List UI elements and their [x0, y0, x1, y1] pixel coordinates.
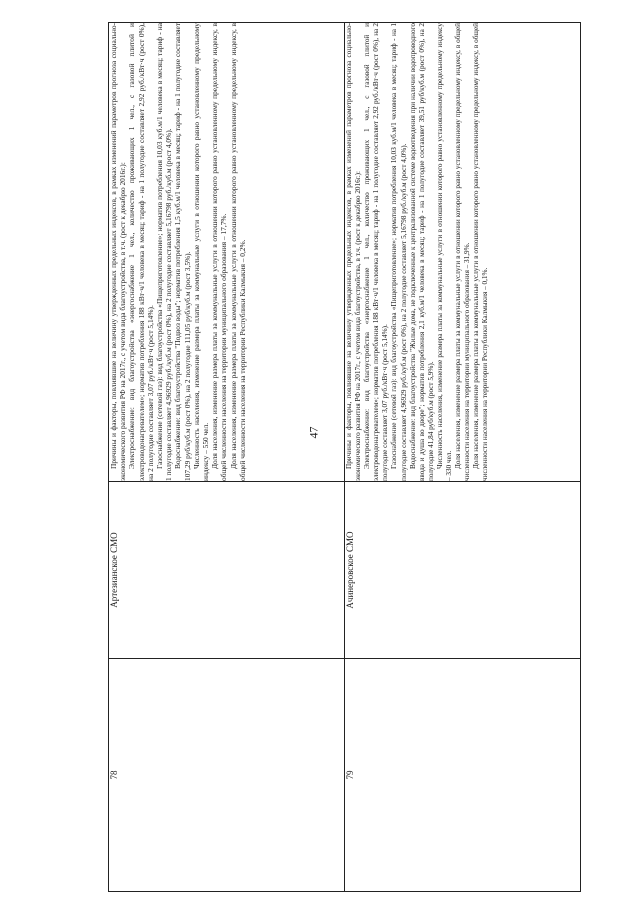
paragraph: Доля населения, изменение размера платы за коммунальные услуги в отношении которого равно установленному предельному индексу, в общей численности населения на территории Республики Калмыкия – 0,2%.: [228, 23, 247, 481]
description-cell: [109, 23, 345, 482]
paragraph: Электроснабжение: вид благоустройства «энергоснабжение 1 чел., количество проживающих 1 чел., с газовой плитой и электроводонагревателем»; норматив потребления 188 кВт·ч/1 человека в месяц; тариф - на 1 полугодие составляет 2,92 руб./кВт·ч (рост 0%), на 2 полугодие составляет 3,07 руб./кВт·ч (рост 5,14%).: [363, 23, 390, 481]
paragraph: Доля населения, изменение размера платы за коммунальные услуги в отношении которого равно установленному предельному индексу, в общей численности населения на территории муниципального образования – 31,9%.: [454, 23, 472, 481]
paragraph: Численность населения, изменение размера платы за коммунальные услуги в отношении которого равно установленному предельному индексу – 330 чел.: [435, 23, 454, 481]
paragraph: Газоснабжение (сетевой газ): вид благоустройства «Пищеприготовление»; норматив потребления 10,03 куб.м/1 человека в месяц; тариф - на 1 полугодие составляет 4,96929 руб./куб.м (рост 0%), на 2 полугодие составляет 5,16798 руб./куб.м (рост 4,0%).: [155, 23, 174, 481]
municipality-name: Артезианское СМО: [109, 482, 345, 659]
page-number: 47: [306, 426, 321, 439]
municipality-name: Ачинеровское СМО: [345, 482, 581, 659]
row-number: 79: [345, 659, 581, 892]
paragraph: Водоснабжение: вид благоустройства "Подвоз воды"; норматив потребления 1,5 куб.м/1 человека в месяц; тариф - на 1 полугодие составляет 107,29 руб/куб.м (рост 0%), на 2 полугодие 111,05 руб/куб.м (рост 3,5%).: [173, 23, 192, 481]
paragraph: Численность населения, изменение размера платы за коммунальные услуги в отношении которого равно установленному предельному индексу – 550 чел.: [191, 23, 211, 481]
paragraph: Водоснабжение: вид благоустройства "Жилые дома, не подключенные к централизованной системе водоотведения при наличии водопроводного ввода и душа во дворе"; норматив потребления 2,1 куб.м/1 человека в месяц; тариф - на 1 полугодие составляет 39,51 руб/куб.м (рост 0%), на 2 полугодие 41,84 руб/куб.м (рост 5,9%).: [408, 23, 435, 481]
row-number: 78: [109, 659, 345, 892]
paragraph: Причины и факторы, повлиявшие на величину утвержденных предельных индексов, в рамках изменений параметров прогноза социально-экономического развития РФ на 2017г., с учетом вида благоустройства, в т.ч. (рост к декабрю 2016г.):: [109, 23, 128, 481]
table-row: [109, 23, 345, 892]
paragraph: Доля населения, изменение размера платы за коммунальные услуги в отношении которого равно установленному предельному индексу, в общей численности населения на территории муниципального образования – 17,7%.: [210, 23, 229, 481]
paragraph: Доля населения, изменение размера платы за коммунальные услуги в отношении которого равно установленному предельному индексу, в общей численности населения на территории Республики Калмыкия – 0,1%.: [472, 23, 490, 481]
rotated-table-wrapper: [108, 22, 580, 892]
paragraph: Причины и факторы, повлиявшие на величину утвержденных предельных индексов, в рамках изменений параметров прогноза социально-экономического развития РФ на 2017г., с учетом вида благоустройства, в т.ч. (рост к декабрю 2016г.):: [345, 23, 363, 481]
description-cell: [345, 23, 581, 482]
paragraph: Электроснабжение: вид благоустройства «энергоснабжение 1 чел., количество проживающих 1 чел., с газовой плитой и электроводонагревателем»; норматив потребления 188 кВт·ч/1 человека в месяц; тариф - на 1 полугодие составляет 2,92 руб./кВт·ч (рост 0%), на 2 полугодие составляет 3,07 руб./кВт·ч (рост 5,14%).: [127, 23, 155, 481]
table-row: [345, 23, 581, 892]
paragraph: Газоснабжение (сетевой газ): вид благоустройства «Пищеприготовление»; норматив потребления 10,03 куб.м/1 человека в месяц; тариф - на 1 полугодие составляет 4,96929 руб./куб.м (рост 0%), на 2 полугодие составляет 5,16798 руб./куб.м (рост 4,0%).: [390, 23, 408, 481]
tariff-table: [108, 22, 581, 892]
